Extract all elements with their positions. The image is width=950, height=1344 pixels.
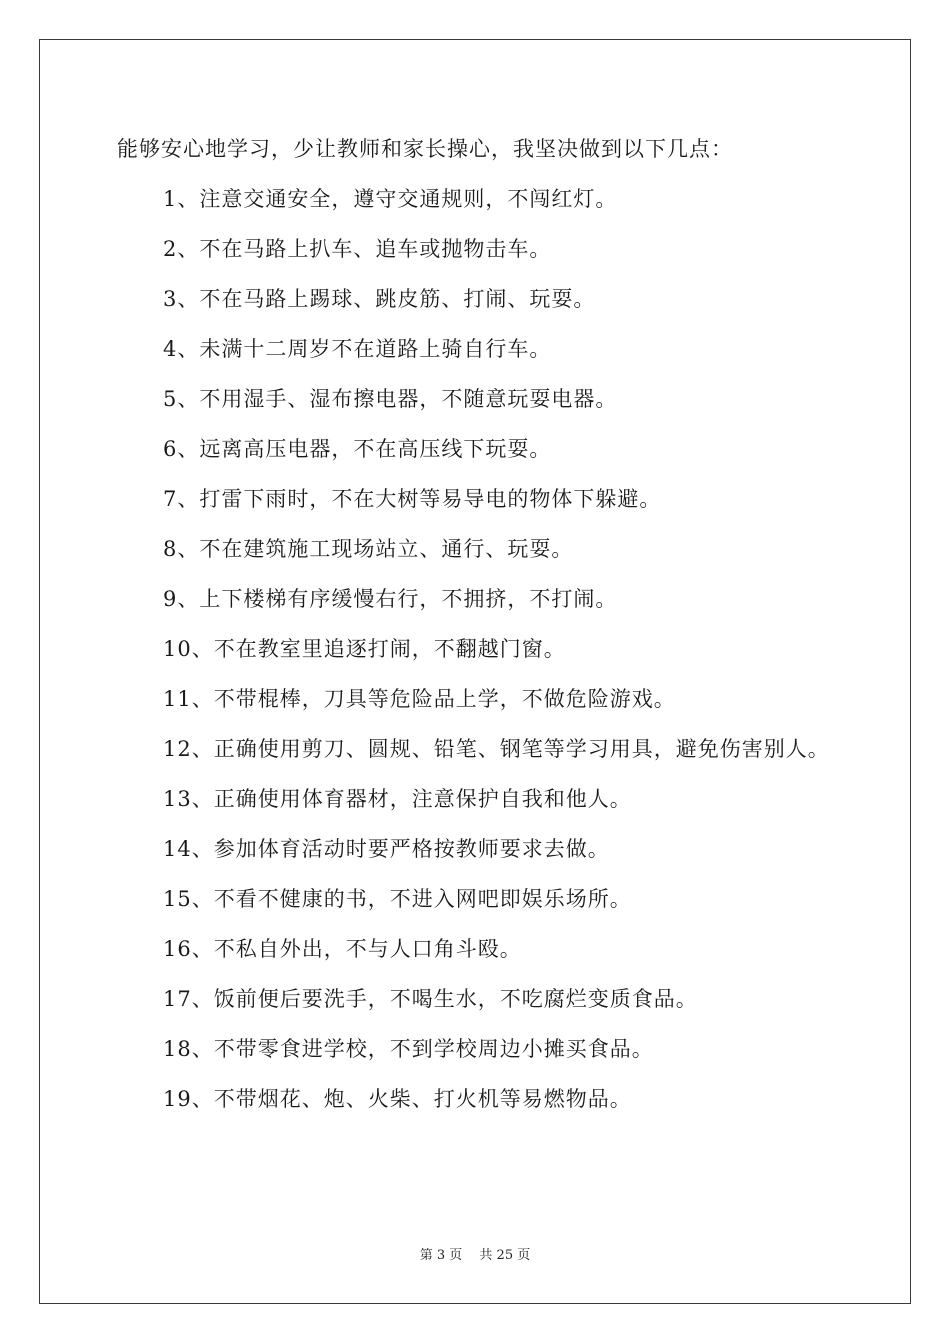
intro-paragraph: 能够安心地学习，少让教师和家长操心，我坚决做到以下几点： bbox=[117, 137, 733, 161]
list-item: 17、饭前便后要洗手，不喝生水，不吃腐烂变质食品。 bbox=[163, 987, 698, 1011]
list-item: 10、不在教室里追逐打闹，不翻越门窗。 bbox=[163, 637, 566, 661]
list-item: 13、正确使用体育器材，注意保护自我和他人。 bbox=[163, 787, 632, 811]
list-item: 6、远离高压电器，不在高压线下玩耍。 bbox=[163, 437, 552, 461]
list-item: 14、参加体育活动时要严格按教师要求去做。 bbox=[163, 837, 610, 861]
list-item: 5、不用湿手、湿布擦电器，不随意玩耍电器。 bbox=[163, 387, 618, 411]
list-item: 3、不在马路上踢球、跳皮筋、打闹、玩耍。 bbox=[163, 287, 596, 311]
list-item: 7、打雷下雨时，不在大树等易导电的物体下躲避。 bbox=[163, 487, 662, 511]
document-body bbox=[117, 124, 837, 1124]
list-item: 4、未满十二周岁不在道路上骑自行车。 bbox=[163, 337, 552, 361]
list-item: 8、不在建筑施工现场站立、通行、玩耍。 bbox=[163, 537, 574, 561]
list-item: 2、不在马路上扒车、追车或抛物击车。 bbox=[163, 237, 552, 261]
list-item: 11、不带棍棒，刀具等危险品上学，不做危险游戏。 bbox=[163, 687, 676, 711]
list-item: 1、注意交通安全，遵守交通规则，不闯红灯。 bbox=[163, 187, 618, 211]
list-item: 18、不带零食进学校，不到学校周边小摊买食品。 bbox=[163, 1037, 654, 1061]
list-item: 15、不看不健康的书，不进入网吧即娱乐场所。 bbox=[163, 887, 632, 911]
list-item: 16、不私自外出，不与人口角斗殴。 bbox=[163, 937, 522, 961]
list-item: 12、正确使用剪刀、圆规、铅笔、钢笔等学习用具，避免伤害别人。 bbox=[163, 737, 830, 761]
list-item: 9、上下楼梯有序缓慢右行，不拥挤，不打闹。 bbox=[163, 587, 618, 611]
list-item: 19、不带烟花、炮、火柴、打火机等易燃物品。 bbox=[163, 1087, 632, 1111]
page-number-footer: 第 3 页 共 25 页 bbox=[419, 1248, 531, 1263]
